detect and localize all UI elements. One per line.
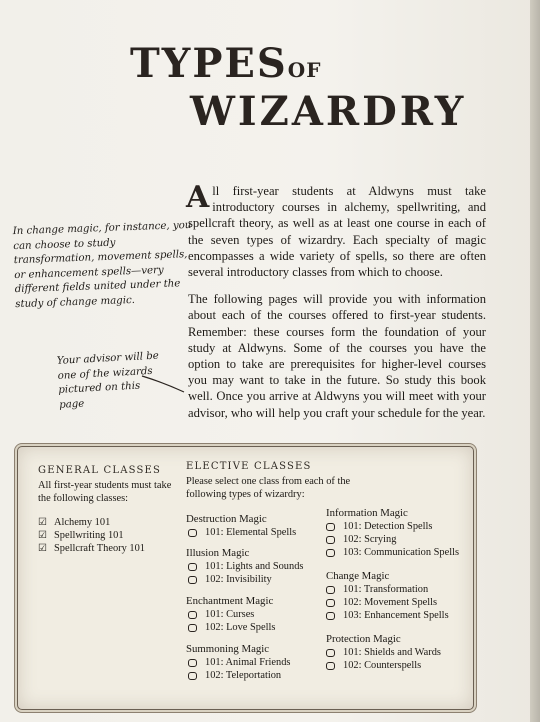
elective-option[interactable]: 103: Enhancement Spells <box>326 610 449 621</box>
checkbox-icon[interactable] <box>326 536 335 544</box>
intro-text <box>186 180 486 432</box>
general-classes-subtitle: All first-year students must take the following classes: <box>38 480 172 504</box>
margin-note-advisor: Your advisor will be one of the wizards pictured on this page <box>56 350 160 411</box>
group-title-protection: Protection Magic <box>326 633 401 645</box>
checkbox-icon[interactable] <box>188 672 197 680</box>
checkbox-icon[interactable] <box>326 662 335 670</box>
elective-option[interactable]: 101: Curses <box>188 609 254 620</box>
elective-option[interactable]: 102: Counterspells <box>326 660 421 671</box>
elective-option[interactable]: 102: Invisibility <box>188 574 272 585</box>
general-class-item: ☑ Alchemy 101 <box>38 517 111 528</box>
elective-classes-heading: ELECTIVE CLASSES <box>186 461 312 472</box>
general-classes-heading: GENERAL CLASSES <box>38 465 162 476</box>
elective-option[interactable]: 102: Movement Spells <box>326 597 437 608</box>
elective-option[interactable]: 102: Teleportation <box>188 670 281 681</box>
title-of: OF <box>287 58 322 82</box>
intro-paragraph-1 <box>186 180 486 280</box>
checkbox-icon[interactable] <box>326 549 335 557</box>
checkbox-icon[interactable] <box>326 523 335 531</box>
check-icon: ☑ <box>38 543 47 554</box>
elective-option[interactable]: 101: Lights and Sounds <box>188 561 303 572</box>
title-types: TYPES <box>130 40 288 87</box>
elective-classes-subtitle: Please select one class from each of the following types of wizardry: <box>186 476 351 500</box>
margin-note-change-magic: In change magic, for instance, you can choose to study transformation, movement spells, or enhancement spells—very different fields united under the study of change magic. <box>12 219 192 310</box>
drop-cap: A <box>186 180 210 215</box>
checkbox-icon[interactable] <box>326 612 335 620</box>
elective-option[interactable]: 101: Transformation <box>326 584 428 595</box>
book-spine <box>530 0 540 722</box>
general-class-item: ☑ Spellwriting 101 <box>38 530 124 541</box>
checkbox-icon[interactable] <box>326 599 335 607</box>
checkbox-icon[interactable] <box>188 659 197 667</box>
checkbox-icon[interactable] <box>188 529 197 537</box>
group-title-information: Information Magic <box>326 507 408 519</box>
group-title-summoning: Summoning Magic <box>186 643 270 655</box>
group-title-illusion: Illusion Magic <box>186 547 250 559</box>
group-title-change: Change Magic <box>326 570 390 582</box>
elective-option[interactable]: 102: Scrying <box>326 534 396 545</box>
checkbox-icon[interactable] <box>188 576 197 584</box>
elective-option[interactable]: 101: Detection Spells <box>326 521 432 532</box>
elective-option[interactable]: 101: Animal Friends <box>188 657 290 668</box>
group-title-enchantment: Enchantment Magic <box>186 595 274 607</box>
checkbox-icon[interactable] <box>188 611 197 619</box>
checkbox-icon[interactable] <box>188 624 197 632</box>
check-icon: ☑ <box>38 517 47 528</box>
group-title-destruction: Destruction Magic <box>186 513 267 525</box>
elective-option[interactable]: 101: Elemental Spells <box>188 527 296 538</box>
page-title-main: WIZARDRY <box>190 88 467 135</box>
intro-paragraph-1-text: ll first-year students at Aldwyns must take introductory courses in alchemy, spellwriting, and spellcraft theory, as well as at least one course in each of the seven types of wizardry. Each specialty of magic encompasses a wide variety of spells, so there are often several introductory classes from which to choose. <box>188 184 486 280</box>
elective-option[interactable]: 103: Communication Spells <box>326 547 459 558</box>
arrow-icon <box>140 370 186 396</box>
elective-option[interactable]: 101: Shields and Wards <box>326 647 441 658</box>
page-title-top <box>130 40 430 87</box>
general-class-item: ☑ Spellcraft Theory 101 <box>38 543 145 554</box>
check-icon: ☑ <box>38 530 47 541</box>
intro-paragraph-2: The following pages will provide you with information about each of the courses offered to first-year students. Remember: these courses form the foundation of your study at Aldwyns. Some of the courses you have the option to take are prerequisites for higher-level courses you may want to take in the future. So study this book well. Once you arrive at Aldwyns you will meet with your advisor, who will help you craft your schedule for the year. <box>188 292 486 420</box>
checkbox-icon[interactable] <box>188 563 197 571</box>
elective-option[interactable]: 102: Love Spells <box>188 622 275 633</box>
class-list-card <box>18 447 473 709</box>
checkbox-icon[interactable] <box>326 649 335 657</box>
checkbox-icon[interactable] <box>326 586 335 594</box>
